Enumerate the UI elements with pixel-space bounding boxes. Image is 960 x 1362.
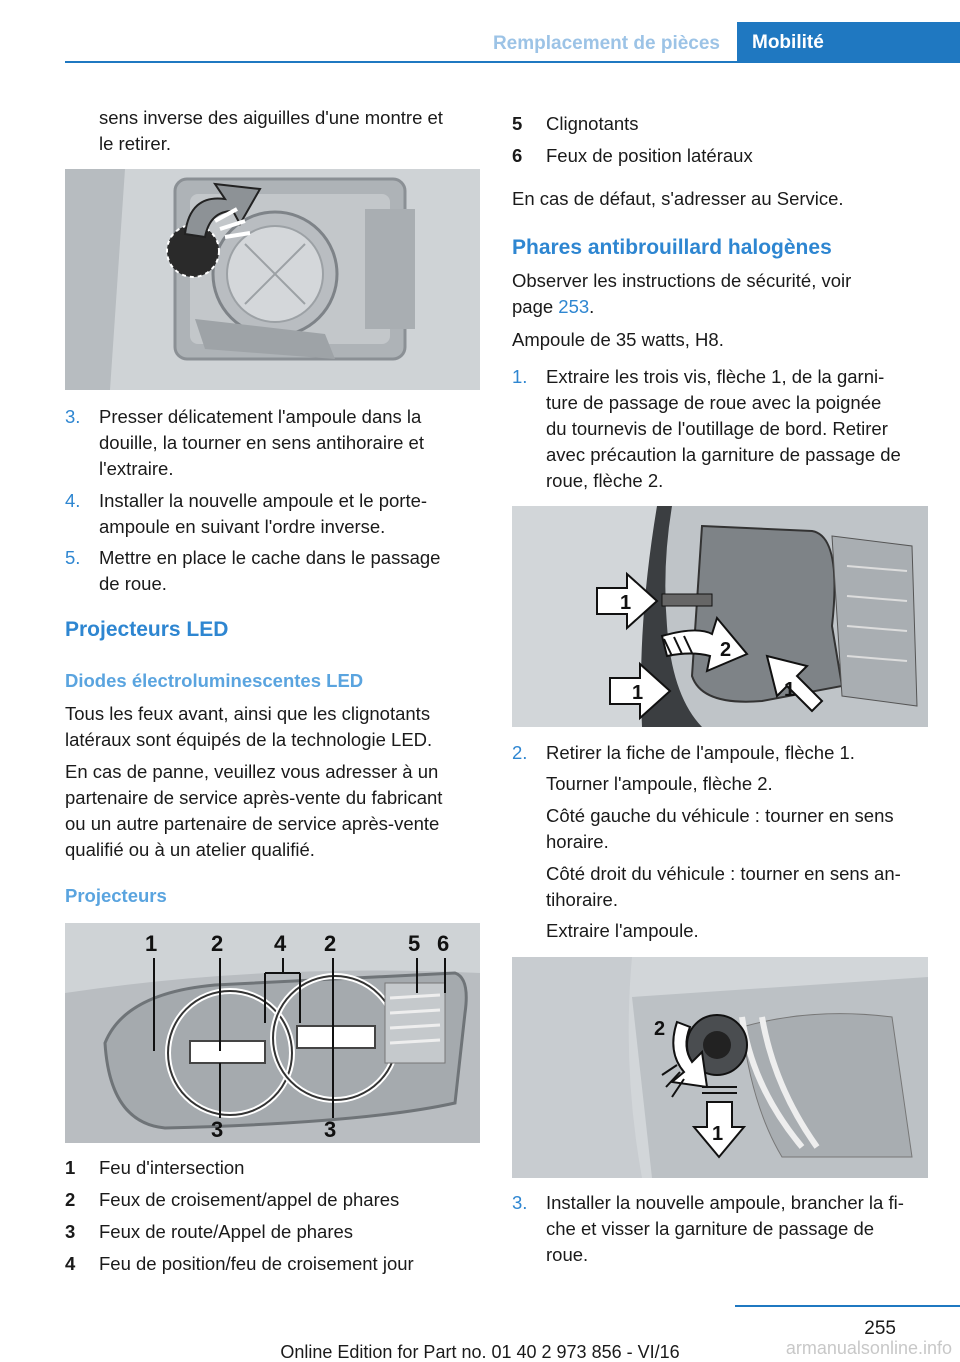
fog-step-2-line-2: Tourner l'ampoule, flèche 2. xyxy=(546,773,773,794)
fog-step-1-line-4: avec précaution la garniture de passage de xyxy=(546,444,901,465)
fog-step-1-line-3: du tournevis de l'outillage de bord. Retirer xyxy=(546,418,888,439)
safety-line-1: Observer les instructions de sécurité, voir xyxy=(512,270,852,291)
panne-paragraph-line-3: ou un autre partenaire de service après-vente xyxy=(65,813,440,834)
panne-paragraph-line-2: partenaire de service après-vente du fabricant xyxy=(65,787,443,808)
fog-step-3-line-2: che et visser la garniture de passage de xyxy=(546,1218,875,1239)
step-5-line-2: de roue. xyxy=(99,573,167,594)
fig2-label-1: 1 xyxy=(145,931,158,956)
legend-4-number: 4 xyxy=(65,1253,76,1274)
legend-3-label: Feux de route/Appel de phares xyxy=(99,1221,354,1242)
legend-3-number: 3 xyxy=(65,1221,76,1242)
heading-projecteurs: Projecteurs xyxy=(65,885,167,906)
panne-paragraph-line-4: qualifié ou à un atelier qualifié. xyxy=(65,839,315,860)
legend-5-number: 5 xyxy=(512,113,523,134)
fog-step-3-number: 3. xyxy=(512,1192,528,1213)
led-paragraph-line-2: latéraux sont équipés de la technologie LED. xyxy=(65,729,433,750)
fig4-label-2: 2 xyxy=(654,1018,666,1040)
fig2-label-5: 5 xyxy=(408,931,421,956)
fig3-label-1-top: 1 xyxy=(620,592,632,614)
running-header-chapter: Mobilité xyxy=(737,22,960,63)
fog-step-3-line-1: Installer la nouvelle ampoule, brancher la fi‐ xyxy=(546,1192,904,1213)
fig2-label-2a: 2 xyxy=(211,931,224,956)
heading-diodes-led: Diodes électroluminescentes LED xyxy=(65,670,364,691)
step-3-line-1: Presser délicatement l'ampoule dans la xyxy=(99,406,422,427)
safety-suffix: . xyxy=(589,296,595,317)
legend-4-label: Feu de position/feu de croisement jour xyxy=(99,1253,414,1274)
fog-step-3-line-3: roue. xyxy=(546,1244,589,1265)
running-header-section: Remplacement de pièces xyxy=(492,33,720,54)
figure-wheel-arch-liner xyxy=(512,506,928,727)
legend-2-number: 2 xyxy=(65,1189,76,1210)
service-text: En cas de défaut, s'adresser au Service. xyxy=(512,188,844,209)
figure-led-headlight xyxy=(65,923,480,1143)
edition-line: Online Edition for Part no. 01 40 2 973 856 - VI/16 xyxy=(280,1342,680,1362)
fig4-label-1: 1 xyxy=(712,1123,724,1145)
fog-step-1-line-5: roue, flèche 2. xyxy=(546,470,664,491)
fig2-label-3a: 3 xyxy=(211,1117,224,1142)
fog-step-2-line-7: Extraire l'ampoule. xyxy=(546,920,699,941)
fog-step-1-line-1: Extraire les trois vis, flèche 1, de la garni‐ xyxy=(546,366,885,387)
figure-fog-lamp-bulb xyxy=(512,957,928,1178)
fig2-label-4: 4 xyxy=(274,931,287,956)
fog-step-1-line-2: ture de passage de roue avec la poignée xyxy=(546,392,882,413)
step-3-line-2: douille, la tourner en sens antihoraire et xyxy=(99,432,424,453)
legend-2-label: Feux de croisement/appel de phares xyxy=(99,1189,400,1210)
fog-step-2-line-3: Côté gauche du véhicule : tourner en sens xyxy=(546,805,894,826)
fig2-label-6: 6 xyxy=(437,931,450,956)
legend-1-label: Feu d'intersection xyxy=(99,1157,245,1178)
legend-5-label: Clignotants xyxy=(546,113,639,134)
safety-prefix: page xyxy=(512,296,559,317)
safety-line-2 xyxy=(512,294,594,320)
fig3-label-1-bottom: 1 xyxy=(632,682,644,704)
fig3-label-1-right: 1 xyxy=(784,679,796,701)
legend-6-label: Feux de position latéraux xyxy=(546,145,753,166)
step-3-line-3: l'extraire. xyxy=(99,458,174,479)
fog-step-2-number: 2. xyxy=(512,742,528,763)
fig3-label-2: 2 xyxy=(720,639,732,661)
panne-paragraph-line-1: En cas de panne, veuillez vous adresser à un xyxy=(65,761,439,782)
heading-projecteurs-led: Projecteurs LED xyxy=(65,618,229,641)
fog-step-2-line-5: Côté droit du véhicule : tourner en sens an‐ xyxy=(546,863,901,884)
bulb-spec: Ampoule de 35 watts, H8. xyxy=(512,329,724,350)
watermark: armanualsonline.info xyxy=(785,1338,952,1358)
legend-6-number: 6 xyxy=(512,145,523,166)
header-rule xyxy=(65,61,960,63)
step-4-line-2: ampoule en suivant l'ordre inverse. xyxy=(99,516,386,537)
figure-headlight-housing xyxy=(65,169,480,390)
page-reference-link[interactable]: 253 xyxy=(558,296,590,317)
step-4-number: 4. xyxy=(65,490,81,511)
fog-step-2-line-6: tihoraire. xyxy=(546,889,618,910)
heading-phares-antibrouillard: Phares antibrouillard halogènes xyxy=(512,236,832,259)
step-4-line-1: Installer la nouvelle ampoule et le porte‐ xyxy=(99,490,428,511)
page-number: 255 xyxy=(864,1318,896,1339)
step-5-number: 5. xyxy=(65,547,81,568)
led-paragraph-line-1: Tous les feux avant, ainsi que les clignotants xyxy=(65,703,431,724)
fig2-label-3b: 3 xyxy=(324,1117,337,1142)
fog-step-2-line-1: Retirer la fiche de l'ampoule, flèche 1. xyxy=(546,742,855,763)
footer-rule xyxy=(735,1305,960,1307)
step-5-line-1: Mettre en place le cache dans le passage xyxy=(99,547,441,568)
fog-step-2-line-4: horaire. xyxy=(546,831,609,852)
intro-line-1: sens inverse des aiguilles d'une montre et xyxy=(99,107,443,128)
fig2-label-2b: 2 xyxy=(324,931,337,956)
intro-line-2: le retirer. xyxy=(99,133,171,154)
step-3-number: 3. xyxy=(65,406,81,427)
legend-1-number: 1 xyxy=(65,1157,76,1178)
fog-step-1-number: 1. xyxy=(512,366,528,387)
